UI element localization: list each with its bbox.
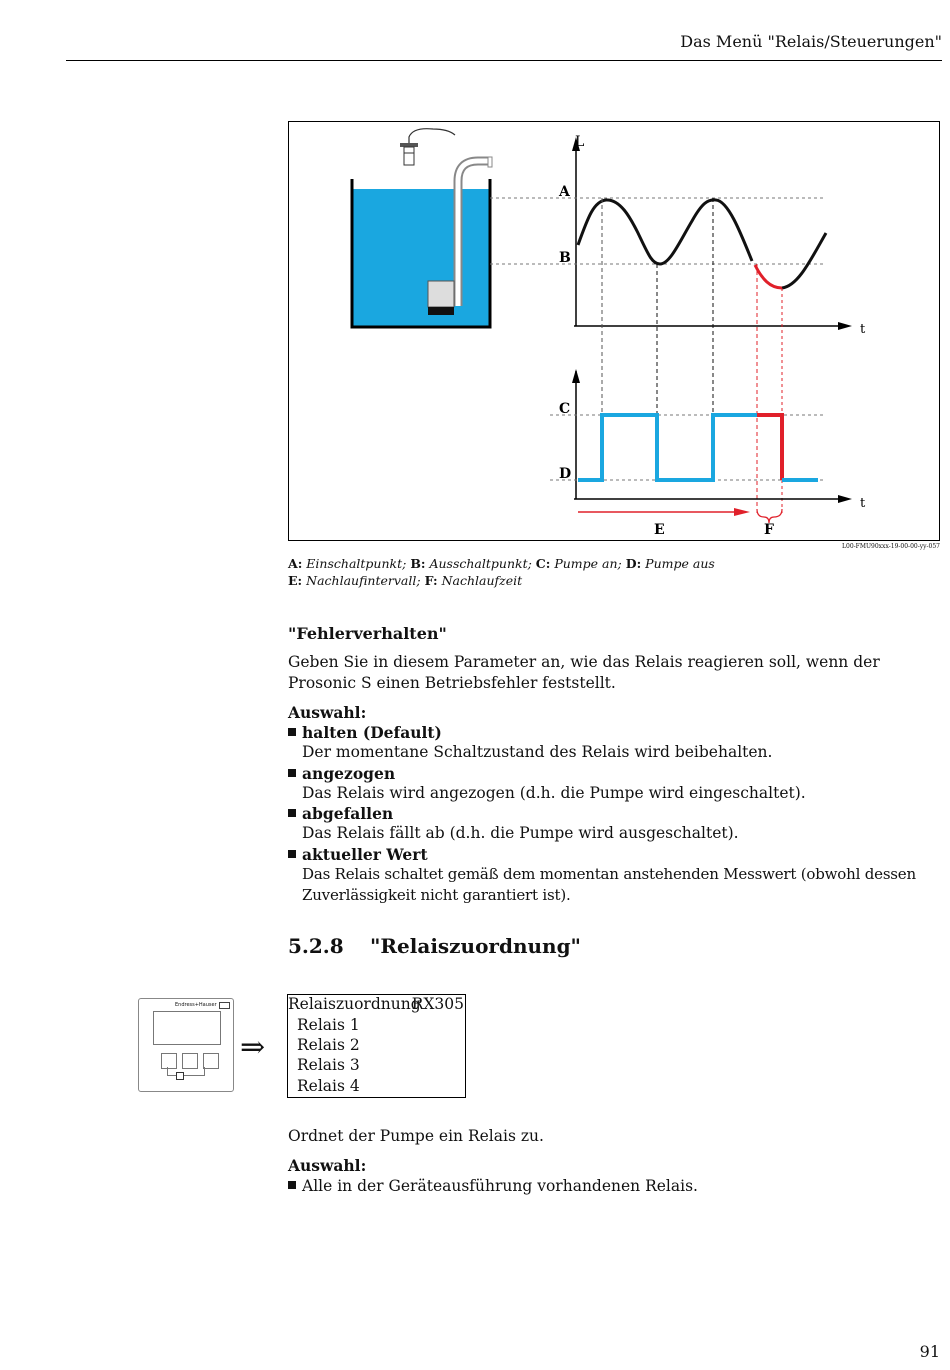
device-enter-icon bbox=[176, 1072, 184, 1080]
implies-arrow-icon: ⇒ bbox=[240, 1030, 266, 1065]
tank-water bbox=[353, 189, 489, 327]
label-t1: t bbox=[860, 322, 866, 337]
header-title: Das Menü "Relais/Steuerungen" bbox=[680, 32, 942, 51]
header-rule bbox=[66, 60, 942, 61]
param-heading: "Fehlerverhalten" bbox=[288, 624, 447, 643]
label-F: F bbox=[764, 522, 774, 538]
level-curve-fault bbox=[755, 265, 782, 288]
pump bbox=[428, 281, 454, 307]
section-title: "Relaiszuordnung" bbox=[370, 934, 581, 958]
option-title: halten (Default) bbox=[288, 722, 442, 743]
menu-title: Relaiszuordnung bbox=[288, 995, 421, 1013]
option-desc: Das Relais schaltet gemäß dem momentan anstehenden Messwert (obwohl dessen Zuverlässigkeit nicht garantiert ist). bbox=[302, 865, 916, 904]
device-key-bracket bbox=[167, 1067, 205, 1076]
device-display bbox=[153, 1011, 221, 1045]
label-A: A bbox=[559, 184, 570, 200]
page-number: 91 bbox=[919, 1342, 940, 1361]
relaiszuordnung-auswahl: Auswahl: bbox=[288, 1156, 367, 1175]
device-illustration bbox=[138, 998, 234, 1092]
param-intro: Geben Sie in diesem Parameter an, wie das Relais reagieren soll, wenn der Prosonic S einen Betriebsfehler feststellt. bbox=[288, 653, 880, 692]
option-desc: Das Relais fällt ab (d.h. die Pumpe wird ausgeschaltet). bbox=[302, 824, 739, 842]
device-brand: Endress+Hauser bbox=[175, 1002, 217, 1008]
menu-item[interactable]: Relais 1 bbox=[297, 1016, 360, 1034]
label-D: D bbox=[559, 466, 572, 482]
auswahl-label: Auswahl: bbox=[288, 703, 367, 722]
option-desc: Das Relais wird angezogen (d.h. die Pumpe wird eingeschaltet). bbox=[302, 784, 806, 802]
menu-item[interactable]: Relais 3 bbox=[297, 1056, 360, 1074]
menu-item[interactable]: Relais 4 bbox=[297, 1077, 360, 1095]
f-brace bbox=[757, 509, 782, 523]
option-title: aktueller Wert bbox=[288, 844, 428, 865]
option-desc: Der momentane Schaltzustand des Relais wird beibehalten. bbox=[302, 743, 773, 761]
relaiszuordnung-option: Alle in der Geräteausführung vorhandenen Relais. bbox=[288, 1176, 698, 1197]
label-C: C bbox=[559, 401, 571, 417]
relaiszuordnung-text: Ordnet der Pumpe ein Relais zu. bbox=[288, 1127, 544, 1145]
pump-signal-fault bbox=[757, 415, 782, 480]
figure-code: L00-FMU90xxx-19-00-00-yy-057 bbox=[842, 543, 940, 550]
level-curve bbox=[578, 200, 752, 264]
option-title: abgefallen bbox=[288, 803, 393, 824]
menu-item[interactable]: Relais 2 bbox=[297, 1036, 360, 1054]
section-number: 5.2.8 bbox=[288, 934, 344, 958]
device-logo-icon bbox=[219, 1002, 230, 1009]
label-t2: t bbox=[860, 496, 866, 511]
caption-line-1: A: Einschaltpunkt; B: Ausschaltpunkt; C: Pumpe an; D: Pumpe aus bbox=[288, 556, 715, 571]
label-E: E bbox=[654, 522, 665, 538]
menu-display bbox=[287, 994, 466, 1098]
caption-line-2: E: Nachlaufintervall; F: Nachlaufzeit bbox=[288, 573, 523, 588]
pump-control-diagram bbox=[288, 121, 940, 541]
option-title: angezogen bbox=[288, 763, 395, 784]
device-key-3 bbox=[203, 1053, 219, 1069]
menu-code: RX305 bbox=[411, 995, 464, 1013]
label-B: B bbox=[559, 250, 571, 266]
label-L: L bbox=[575, 134, 585, 150]
pump-signal bbox=[578, 415, 757, 480]
sensor-icon bbox=[400, 129, 455, 165]
